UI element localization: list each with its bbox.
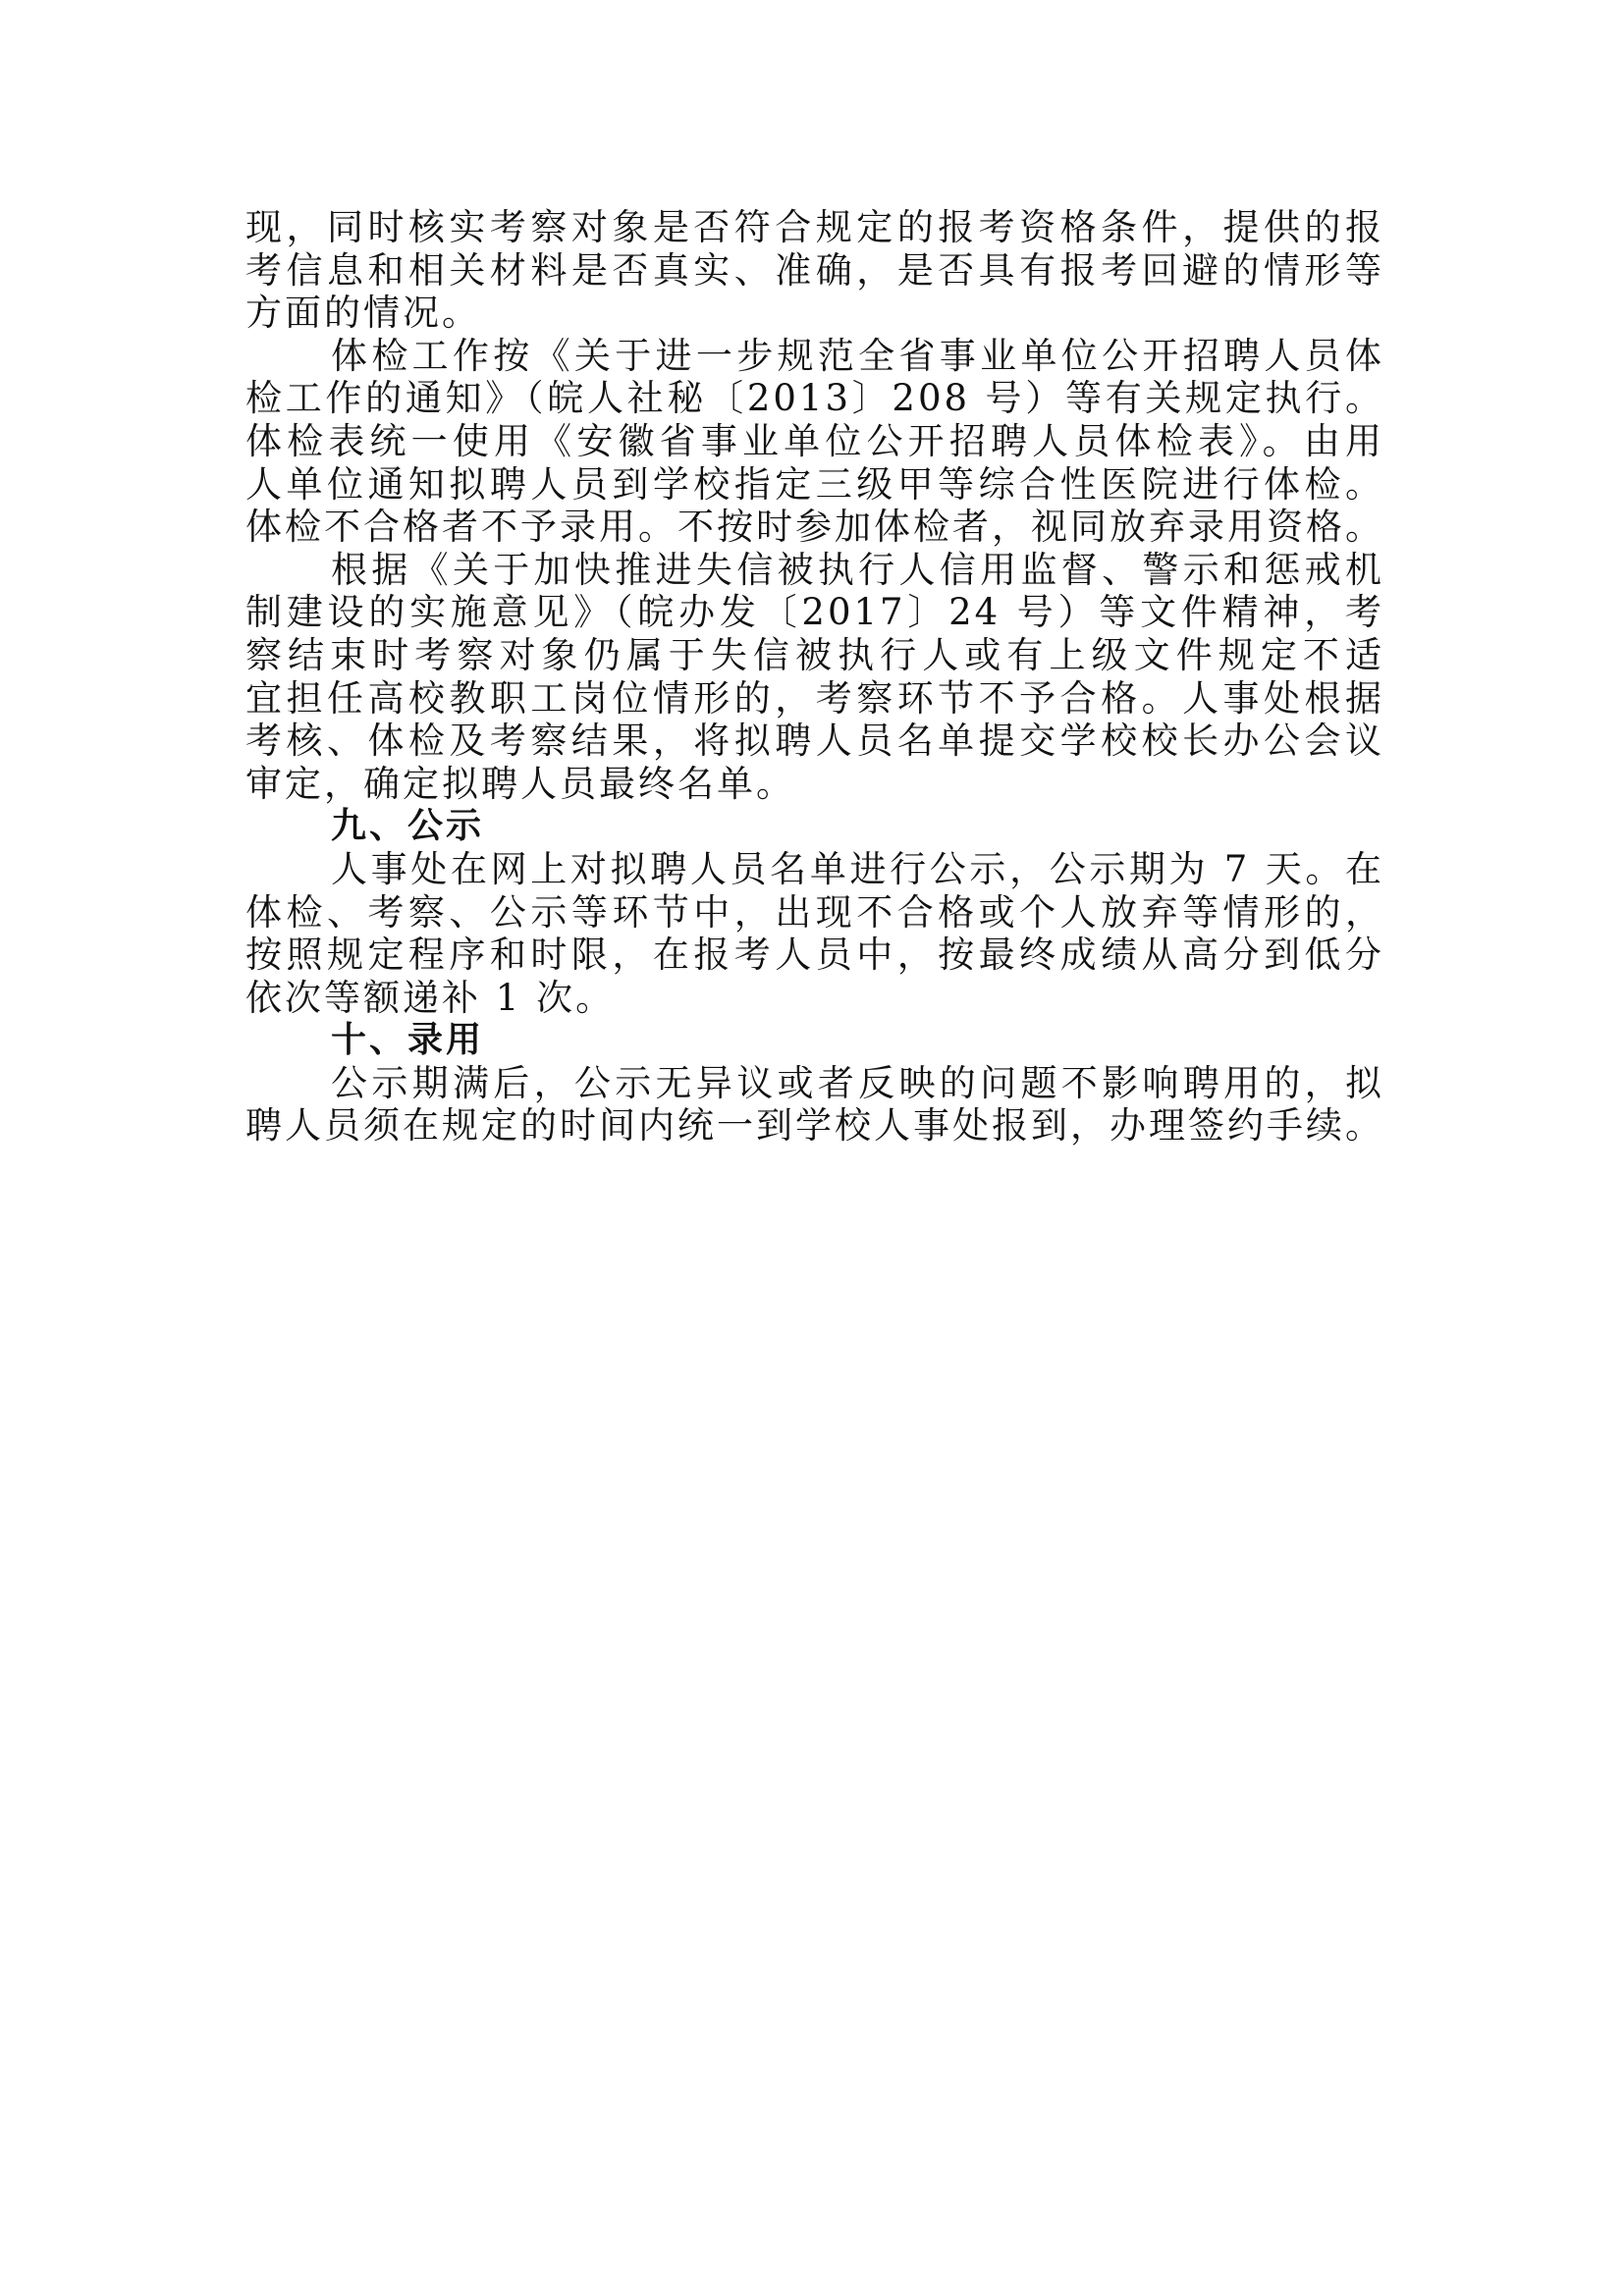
document-body bbox=[245, 206, 1384, 1148]
paragraph-line: 考核、体检及考察结果，将拟聘人员名单提交学校校长办公会议 bbox=[245, 720, 1384, 763]
paragraph-line: 根据《关于加快推进失信被执行人信用监督、警示和惩戒机 bbox=[331, 548, 1384, 591]
paragraph-line: 宜担任高校教职工岗位情形的，考察环节不予合格。人事处根据 bbox=[245, 676, 1384, 720]
paragraph-line: 审定，确定拟聘人员最终名单。 bbox=[245, 762, 795, 805]
paragraph-line: 聘人员须在规定的时间内统一到学校人事处报到，办理签约手续。 bbox=[245, 1104, 1384, 1148]
paragraph-line: 检工作的通知》（皖人社秘〔2013〕208 号）等有关规定执行。 bbox=[245, 377, 1384, 420]
paragraph-line: 体检工作按《关于进一步规范全省事业单位公开招聘人员体 bbox=[331, 334, 1384, 377]
paragraph-line: 公示期满后，公示无异议或者反映的问题不影响聘用的，拟 bbox=[331, 1061, 1384, 1104]
paragraph-line: 人事处在网上对拟聘人员名单进行公示，公示期为 7 天。在 bbox=[331, 847, 1384, 890]
section-heading-hiring: 十、录用 bbox=[331, 1020, 485, 1061]
paragraph-line: 方面的情况。 bbox=[245, 292, 481, 335]
paragraph-line: 制建设的实施意见》（皖办发〔2017〕24 号）等文件精神，考 bbox=[245, 591, 1384, 634]
paragraph-line: 体检表统一使用《安徽省事业单位公开招聘人员体检表》。由用 bbox=[245, 419, 1384, 462]
paragraph-line: 人单位通知拟聘人员到学校指定三级甲等综合性医院进行体检。 bbox=[245, 462, 1384, 506]
paragraph-line: 体检、考察、公示等环节中，出现不合格或个人放弃等情形的， bbox=[245, 890, 1384, 934]
paragraph-line: 考信息和相关材料是否真实、准确，是否具有报考回避的情形等 bbox=[245, 248, 1384, 292]
paragraph-line: 体检不合格者不予录用。不按时参加体检者，视同放弃录用资格。 bbox=[245, 506, 1384, 549]
paragraph-line: 按照规定程序和时限，在报考人员中，按最终成绩从高分到低分 bbox=[245, 934, 1384, 977]
paragraph-line: 察结束时考察对象仍属于失信被执行人或有上级文件规定不适 bbox=[245, 633, 1384, 676]
section-heading-publicity: 九、公示 bbox=[331, 806, 485, 847]
paragraph-line: 现，同时核实考察对象是否符合规定的报考资格条件，提供的报 bbox=[245, 206, 1384, 248]
paragraph-line: 依次等额递补 1 次。 bbox=[245, 976, 616, 1019]
